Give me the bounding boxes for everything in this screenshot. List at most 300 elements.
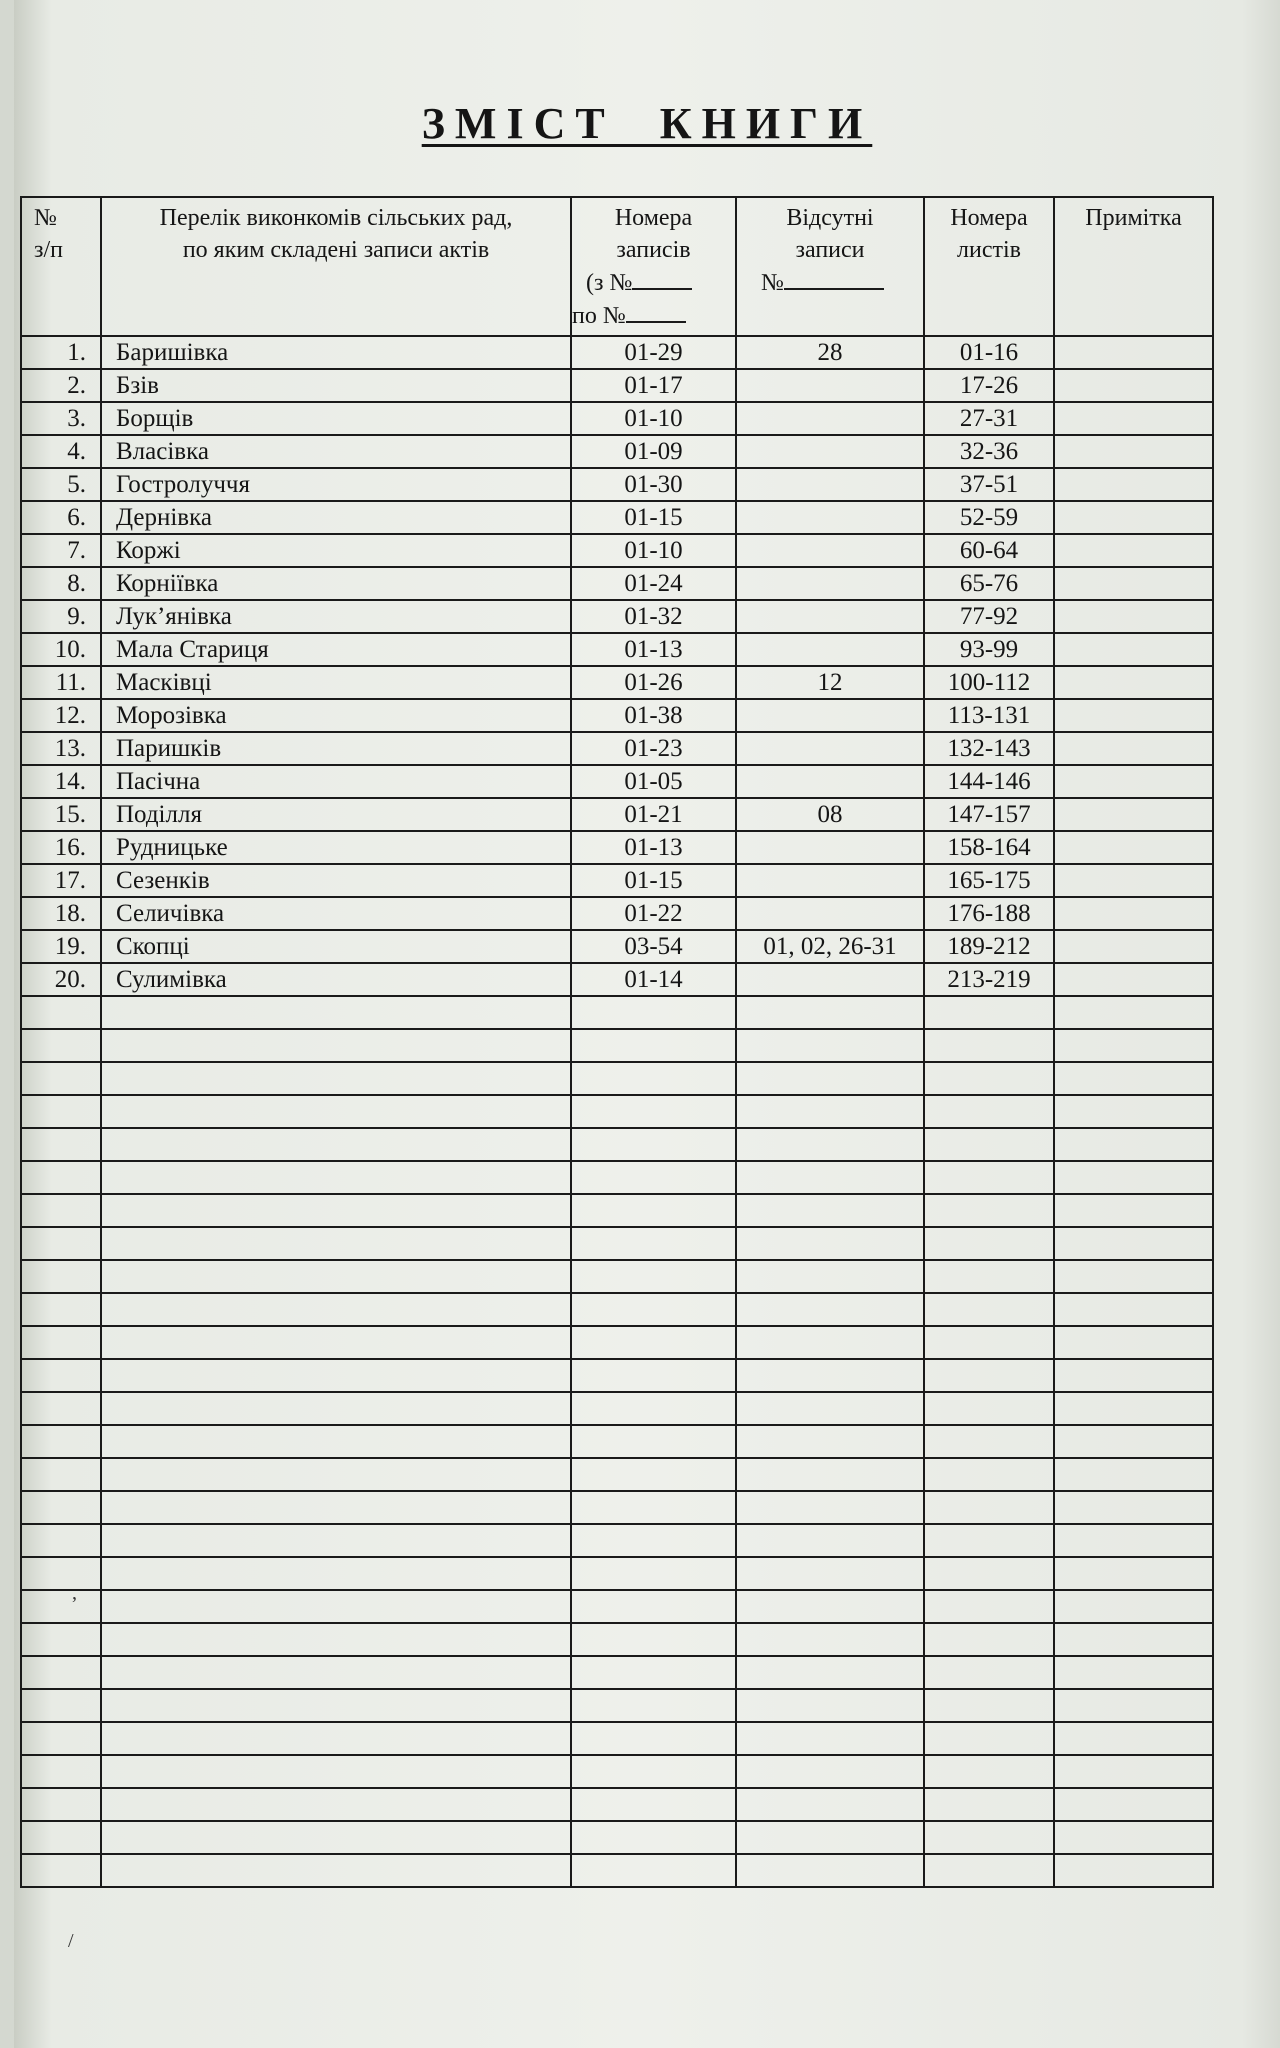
empty-cell [21,1425,101,1458]
empty-cell [924,1392,1054,1425]
empty-cell [571,1128,736,1161]
empty-cell [21,1392,101,1425]
empty-cell [924,1425,1054,1458]
cell-council-name: Поділля [101,798,571,831]
cell-record-numbers: 01-21 [571,798,736,831]
empty-cell [571,1590,736,1623]
header-record-numbers [571,197,736,336]
empty-cell [571,1623,736,1656]
empty-cell [21,1260,101,1293]
empty-cell [101,1392,571,1425]
empty-cell [101,1095,571,1128]
empty-table-row [21,1161,1213,1194]
cell-missing-records [736,402,924,435]
cell-number: 9. [21,600,101,633]
empty-cell [101,1128,571,1161]
empty-cell [571,1260,736,1293]
empty-cell [21,1722,101,1755]
empty-cell [1054,1491,1213,1524]
cell-missing-records [736,963,924,996]
cell-council-name: Дернівка [101,501,571,534]
cell-sheet-numbers: 144-146 [924,765,1054,798]
empty-cell [924,1722,1054,1755]
cell-note [1054,534,1213,567]
empty-cell [1054,1326,1213,1359]
empty-cell [924,1062,1054,1095]
empty-cell [21,1458,101,1491]
cell-missing-records [736,897,924,930]
empty-cell [924,1689,1054,1722]
empty-cell [1054,1293,1213,1326]
cell-number: 17. [21,864,101,897]
cell-number: 14. [21,765,101,798]
empty-cell [736,1590,924,1623]
empty-cell [571,1854,736,1887]
table-row [21,864,1213,897]
cell-number: 15. [21,798,101,831]
empty-cell [101,996,571,1029]
empty-cell [924,1755,1054,1788]
cell-missing-records: 08 [736,798,924,831]
cell-note [1054,963,1213,996]
empty-cell [571,1161,736,1194]
cell-record-numbers: 01-26 [571,666,736,699]
empty-table-row [21,1359,1213,1392]
empty-cell [1054,1029,1213,1062]
empty-cell [571,1458,736,1491]
empty-cell [1054,996,1213,1029]
cell-number: 16. [21,831,101,864]
cell-record-numbers: 01-22 [571,897,736,930]
empty-cell [101,1623,571,1656]
cell-council-name: Коржі [101,534,571,567]
empty-cell [736,1656,924,1689]
header-records-from [572,266,735,299]
empty-cell [736,1359,924,1392]
cell-number: 1. [21,336,101,369]
cell-note [1054,567,1213,600]
empty-cell [736,1557,924,1590]
empty-cell [101,1788,571,1821]
cell-council-name: Корніївка [101,567,571,600]
empty-cell [571,1788,736,1821]
cell-sheet-numbers: 176-188 [924,897,1054,930]
empty-cell [736,1161,924,1194]
empty-cell [571,1392,736,1425]
table-row [21,435,1213,468]
empty-cell [101,1062,571,1095]
table-row [21,501,1213,534]
cell-number: 12. [21,699,101,732]
cell-sheet-numbers: 17-26 [924,369,1054,402]
empty-table-row [21,1062,1213,1095]
cell-note [1054,468,1213,501]
empty-cell [1054,1458,1213,1491]
empty-cell [924,1359,1054,1392]
cell-record-numbers: 01-32 [571,600,736,633]
empty-cell [571,1029,736,1062]
empty-table-row [21,1029,1213,1062]
cell-council-name: Морозівка [101,699,571,732]
empty-cell [21,1029,101,1062]
header-records-line3: (з № [586,270,633,296]
empty-cell [571,1524,736,1557]
empty-cell [1054,1656,1213,1689]
empty-cell [924,1194,1054,1227]
empty-cell [101,1194,571,1227]
empty-cell [21,1755,101,1788]
empty-cell [21,1788,101,1821]
empty-cell [101,1854,571,1887]
table-row [21,567,1213,600]
empty-cell [736,1062,924,1095]
cell-record-numbers: 01-24 [571,567,736,600]
header-missing-line3: № [761,270,784,296]
empty-cell [924,1524,1054,1557]
cell-missing-records [736,567,924,600]
empty-cell [101,1425,571,1458]
empty-cell [21,1128,101,1161]
cell-council-name: Мала Стариця [101,633,571,666]
cell-sheet-numbers: 60-64 [924,534,1054,567]
contents-table [20,196,1214,1888]
empty-cell [101,1260,571,1293]
empty-cell [736,1623,924,1656]
cell-missing-records [736,633,924,666]
empty-table-row [21,1590,1213,1623]
table-row [21,666,1213,699]
empty-cell [736,1755,924,1788]
empty-table-row [21,1557,1213,1590]
empty-cell [924,1227,1054,1260]
cell-record-numbers: 01-15 [571,864,736,897]
empty-table-row [21,1194,1213,1227]
cell-record-numbers: 01-10 [571,534,736,567]
empty-cell [1054,1062,1213,1095]
empty-cell [736,1854,924,1887]
empty-cell [1054,1194,1213,1227]
empty-cell [101,1161,571,1194]
cell-council-name: Селичівка [101,897,571,930]
empty-cell [571,1293,736,1326]
cell-council-name: Масківці [101,666,571,699]
cell-missing-records [736,831,924,864]
empty-cell [924,1128,1054,1161]
cell-number: 20. [21,963,101,996]
cell-council-name: Сулимівка [101,963,571,996]
empty-cell [571,1095,736,1128]
cell-record-numbers: 01-15 [571,501,736,534]
cell-note [1054,732,1213,765]
empty-cell [736,1128,924,1161]
cell-missing-records [736,732,924,765]
cell-number: 13. [21,732,101,765]
cell-note [1054,765,1213,798]
cell-sheet-numbers: 100-112 [924,666,1054,699]
cell-record-numbers: 01-10 [571,402,736,435]
header-records-to [572,299,735,332]
cell-note [1054,831,1213,864]
empty-cell [571,996,736,1029]
empty-cell [101,1326,571,1359]
empty-cell [924,1590,1054,1623]
cell-sheet-numbers: 52-59 [924,501,1054,534]
cell-note [1054,897,1213,930]
empty-cell [1054,1788,1213,1821]
header-note [1054,197,1213,336]
header-number [21,197,101,336]
table-row [21,930,1213,963]
cell-note [1054,930,1213,963]
empty-cell [924,1095,1054,1128]
cell-number: 3. [21,402,101,435]
empty-cell [571,1656,736,1689]
empty-cell [571,1491,736,1524]
empty-cell [101,1524,571,1557]
cell-number: 4. [21,435,101,468]
cell-council-name: Скопці [101,930,571,963]
empty-table-row [21,1656,1213,1689]
cell-council-name: Рудницьке [101,831,571,864]
header-sheets-line1: Номера [950,205,1028,231]
empty-cell [1054,1227,1213,1260]
cell-note [1054,435,1213,468]
cell-council-name: Паришків [101,732,571,765]
empty-cell [21,1359,101,1392]
cell-note [1054,699,1213,732]
table-row [21,765,1213,798]
header-missing-line2: записи [795,237,865,263]
empty-cell [21,1623,101,1656]
empty-cell [736,1788,924,1821]
empty-cell [1054,1854,1213,1887]
table-row [21,369,1213,402]
empty-cell [101,1557,571,1590]
empty-cell [736,1491,924,1524]
empty-table-row [21,1755,1213,1788]
empty-cell [736,1689,924,1722]
empty-table-row [21,1854,1213,1887]
empty-cell [1054,1161,1213,1194]
header-missing-number [737,266,923,299]
page-title-text: ЗМІСТ КНИГИ [421,99,873,148]
cell-missing-records [736,435,924,468]
header-missing-line1: Відсутні [786,205,874,231]
cell-note [1054,402,1213,435]
empty-cell [21,1062,101,1095]
table-row [21,402,1213,435]
table-row [21,732,1213,765]
empty-table-row [21,1128,1213,1161]
cell-sheet-numbers: 01-16 [924,336,1054,369]
empty-cell [924,1260,1054,1293]
empty-cell [736,1425,924,1458]
empty-table-row [21,1788,1213,1821]
cell-record-numbers: 01-30 [571,468,736,501]
table-header-row [21,197,1213,336]
table-row [21,336,1213,369]
cell-missing-records [736,699,924,732]
header-records-line2: записів [616,237,691,263]
empty-cell [571,1821,736,1854]
cell-record-numbers: 01-23 [571,732,736,765]
empty-cell [571,1227,736,1260]
empty-cell [736,1821,924,1854]
empty-cell [924,1326,1054,1359]
cell-sheet-numbers: 27-31 [924,402,1054,435]
empty-table-row [21,1689,1213,1722]
cell-note [1054,633,1213,666]
cell-missing-records [736,501,924,534]
header-note-text: Примітка [1085,205,1182,231]
empty-cell [21,1524,101,1557]
cell-missing-records: 28 [736,336,924,369]
empty-cell [571,1722,736,1755]
cell-note [1054,336,1213,369]
empty-cell [101,1458,571,1491]
empty-cell [21,1557,101,1590]
cell-note [1054,864,1213,897]
header-councils-line2: по яким складені записи актів [182,237,490,263]
empty-cell [736,1260,924,1293]
empty-cell [924,1821,1054,1854]
table-row [21,963,1213,996]
empty-cell [736,1227,924,1260]
cell-record-numbers: 01-13 [571,831,736,864]
cell-missing-records [736,534,924,567]
empty-table-row [21,1293,1213,1326]
header-number-line2: з/п [34,237,63,263]
empty-cell [571,1755,736,1788]
empty-cell [101,1359,571,1392]
empty-cell [924,1029,1054,1062]
cell-record-numbers: 01-09 [571,435,736,468]
table-row [21,600,1213,633]
header-sheets-line2: листів [957,237,1021,263]
cell-record-numbers: 01-38 [571,699,736,732]
cell-note [1054,501,1213,534]
empty-cell [736,1392,924,1425]
empty-cell [101,1029,571,1062]
empty-cell [21,1194,101,1227]
cell-number: 6. [21,501,101,534]
cell-council-name: Бзів [101,369,571,402]
table-row [21,468,1213,501]
cell-sheet-numbers: 93-99 [924,633,1054,666]
cell-number: 7. [21,534,101,567]
empty-cell [21,996,101,1029]
empty-cell [571,1689,736,1722]
cell-missing-records [736,600,924,633]
cell-record-numbers: 01-05 [571,765,736,798]
cell-sheet-numbers: 65-76 [924,567,1054,600]
empty-cell [924,1161,1054,1194]
empty-cell [924,1854,1054,1887]
blank-line [632,266,692,290]
cell-council-name: Сезенків [101,864,571,897]
cell-sheet-numbers: 189-212 [924,930,1054,963]
header-councils-line1: Перелік виконкомів сільських рад, [159,205,513,231]
cell-number: 18. [21,897,101,930]
table-row [21,699,1213,732]
table-row [21,633,1213,666]
empty-cell [571,1359,736,1392]
empty-cell [736,1029,924,1062]
cell-missing-records: 12 [736,666,924,699]
empty-cell [924,996,1054,1029]
empty-cell [736,1293,924,1326]
empty-cell [101,1656,571,1689]
cell-number: 19. [21,930,101,963]
cell-sheet-numbers: 77-92 [924,600,1054,633]
empty-cell [736,1722,924,1755]
empty-cell [21,1656,101,1689]
cell-number: 2. [21,369,101,402]
cell-missing-records: 01, 02, 26-31 [736,930,924,963]
empty-cell [101,1590,571,1623]
empty-table-row [21,996,1213,1029]
empty-cell [101,1821,571,1854]
cell-council-name: Гостролуччя [101,468,571,501]
empty-cell [924,1293,1054,1326]
empty-cell [101,1689,571,1722]
empty-cell [21,1293,101,1326]
empty-table-row [21,1491,1213,1524]
cell-missing-records [736,765,924,798]
empty-table-row [21,1524,1213,1557]
empty-cell [736,1458,924,1491]
cell-sheet-numbers: 158-164 [924,831,1054,864]
cell-missing-records [736,864,924,897]
header-sheet-numbers [924,197,1054,336]
empty-cell [1054,1392,1213,1425]
empty-cell [21,1821,101,1854]
table-row [21,831,1213,864]
empty-cell [21,1689,101,1722]
empty-cell [21,1491,101,1524]
cell-sheet-numbers: 147-157 [924,798,1054,831]
cell-number: 10. [21,633,101,666]
blank-line [784,266,884,290]
cell-council-name: Власівка [101,435,571,468]
empty-cell [924,1491,1054,1524]
empty-table-row [21,1095,1213,1128]
empty-cell [21,1326,101,1359]
empty-cell [1054,1260,1213,1293]
empty-cell [571,1425,736,1458]
empty-cell [1054,1557,1213,1590]
cell-record-numbers: 01-14 [571,963,736,996]
empty-cell [924,1656,1054,1689]
cell-note [1054,369,1213,402]
empty-cell [736,1095,924,1128]
empty-cell [736,1194,924,1227]
table-row [21,798,1213,831]
empty-cell [736,996,924,1029]
cell-council-name: Лук’янівка [101,600,571,633]
cell-note [1054,798,1213,831]
page-title [14,98,1280,149]
cell-sheet-numbers: 37-51 [924,468,1054,501]
empty-table-row [21,1722,1213,1755]
cell-number: 11. [21,666,101,699]
empty-cell [571,1194,736,1227]
empty-cell [1054,1590,1213,1623]
empty-cell [101,1722,571,1755]
empty-cell [736,1326,924,1359]
empty-cell [571,1062,736,1095]
header-records-line1: Номера [614,205,693,231]
